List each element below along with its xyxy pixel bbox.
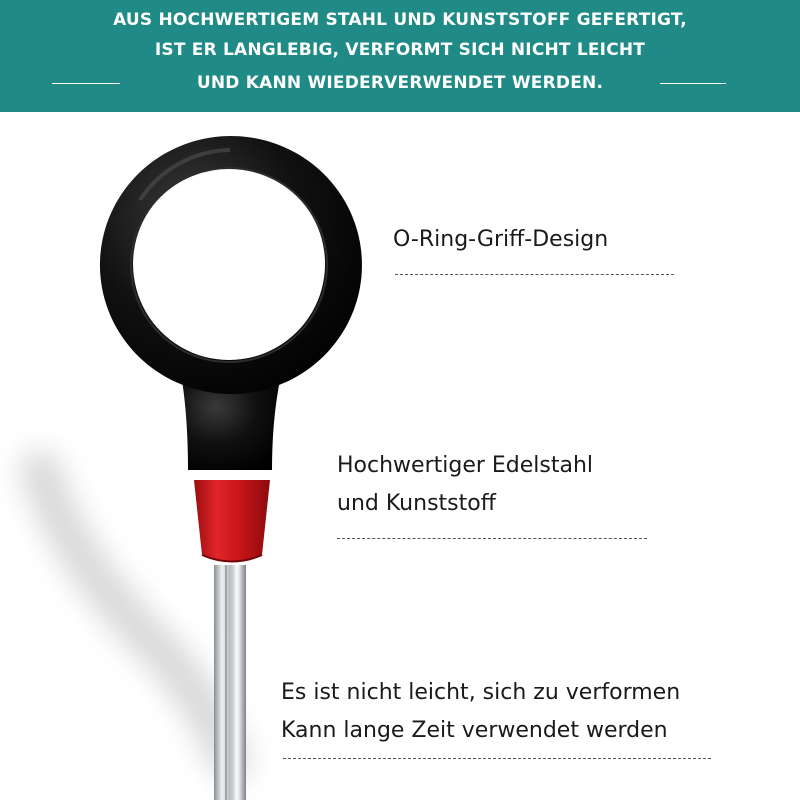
banner-line-1: AUS HOCHWERTIGEM STAHL UND KUNSTSTOFF GEFERTIGT, — [113, 10, 687, 30]
banner-line-3: UND KANN WIEDERVERWENDET WERDEN. — [196, 73, 604, 93]
feature-label-durability — [281, 674, 680, 750]
feature-durability-divider — [283, 758, 711, 759]
banner-line-2: IST ER LANGLEBIG, VERFORMT SICH NICHT LEICHT — [154, 40, 646, 60]
feature-durability-line-1: Es ist nicht leicht, sich zu verformen — [281, 680, 681, 705]
o-ring-handle — [100, 136, 362, 394]
feature-material-line-1: Hochwertiger Edelstahl — [337, 453, 594, 478]
banner-divider-left — [52, 83, 120, 84]
feature-material-line-2: und Kunststoff — [337, 491, 496, 516]
feature-durability-line-2: Kann lange Zeit verwendet werden — [281, 718, 668, 743]
feature-ring-line-1: O-Ring-Griff-Design — [393, 227, 609, 252]
feature-label-material — [337, 447, 593, 523]
banner-divider-right — [660, 83, 726, 84]
header-banner — [0, 0, 800, 112]
feature-label-ring — [393, 221, 608, 259]
product-stage — [0, 112, 800, 800]
red-collar — [194, 480, 270, 562]
steel-shaft — [214, 565, 246, 800]
feature-ring-divider — [395, 274, 674, 275]
feature-material-divider — [337, 538, 647, 539]
